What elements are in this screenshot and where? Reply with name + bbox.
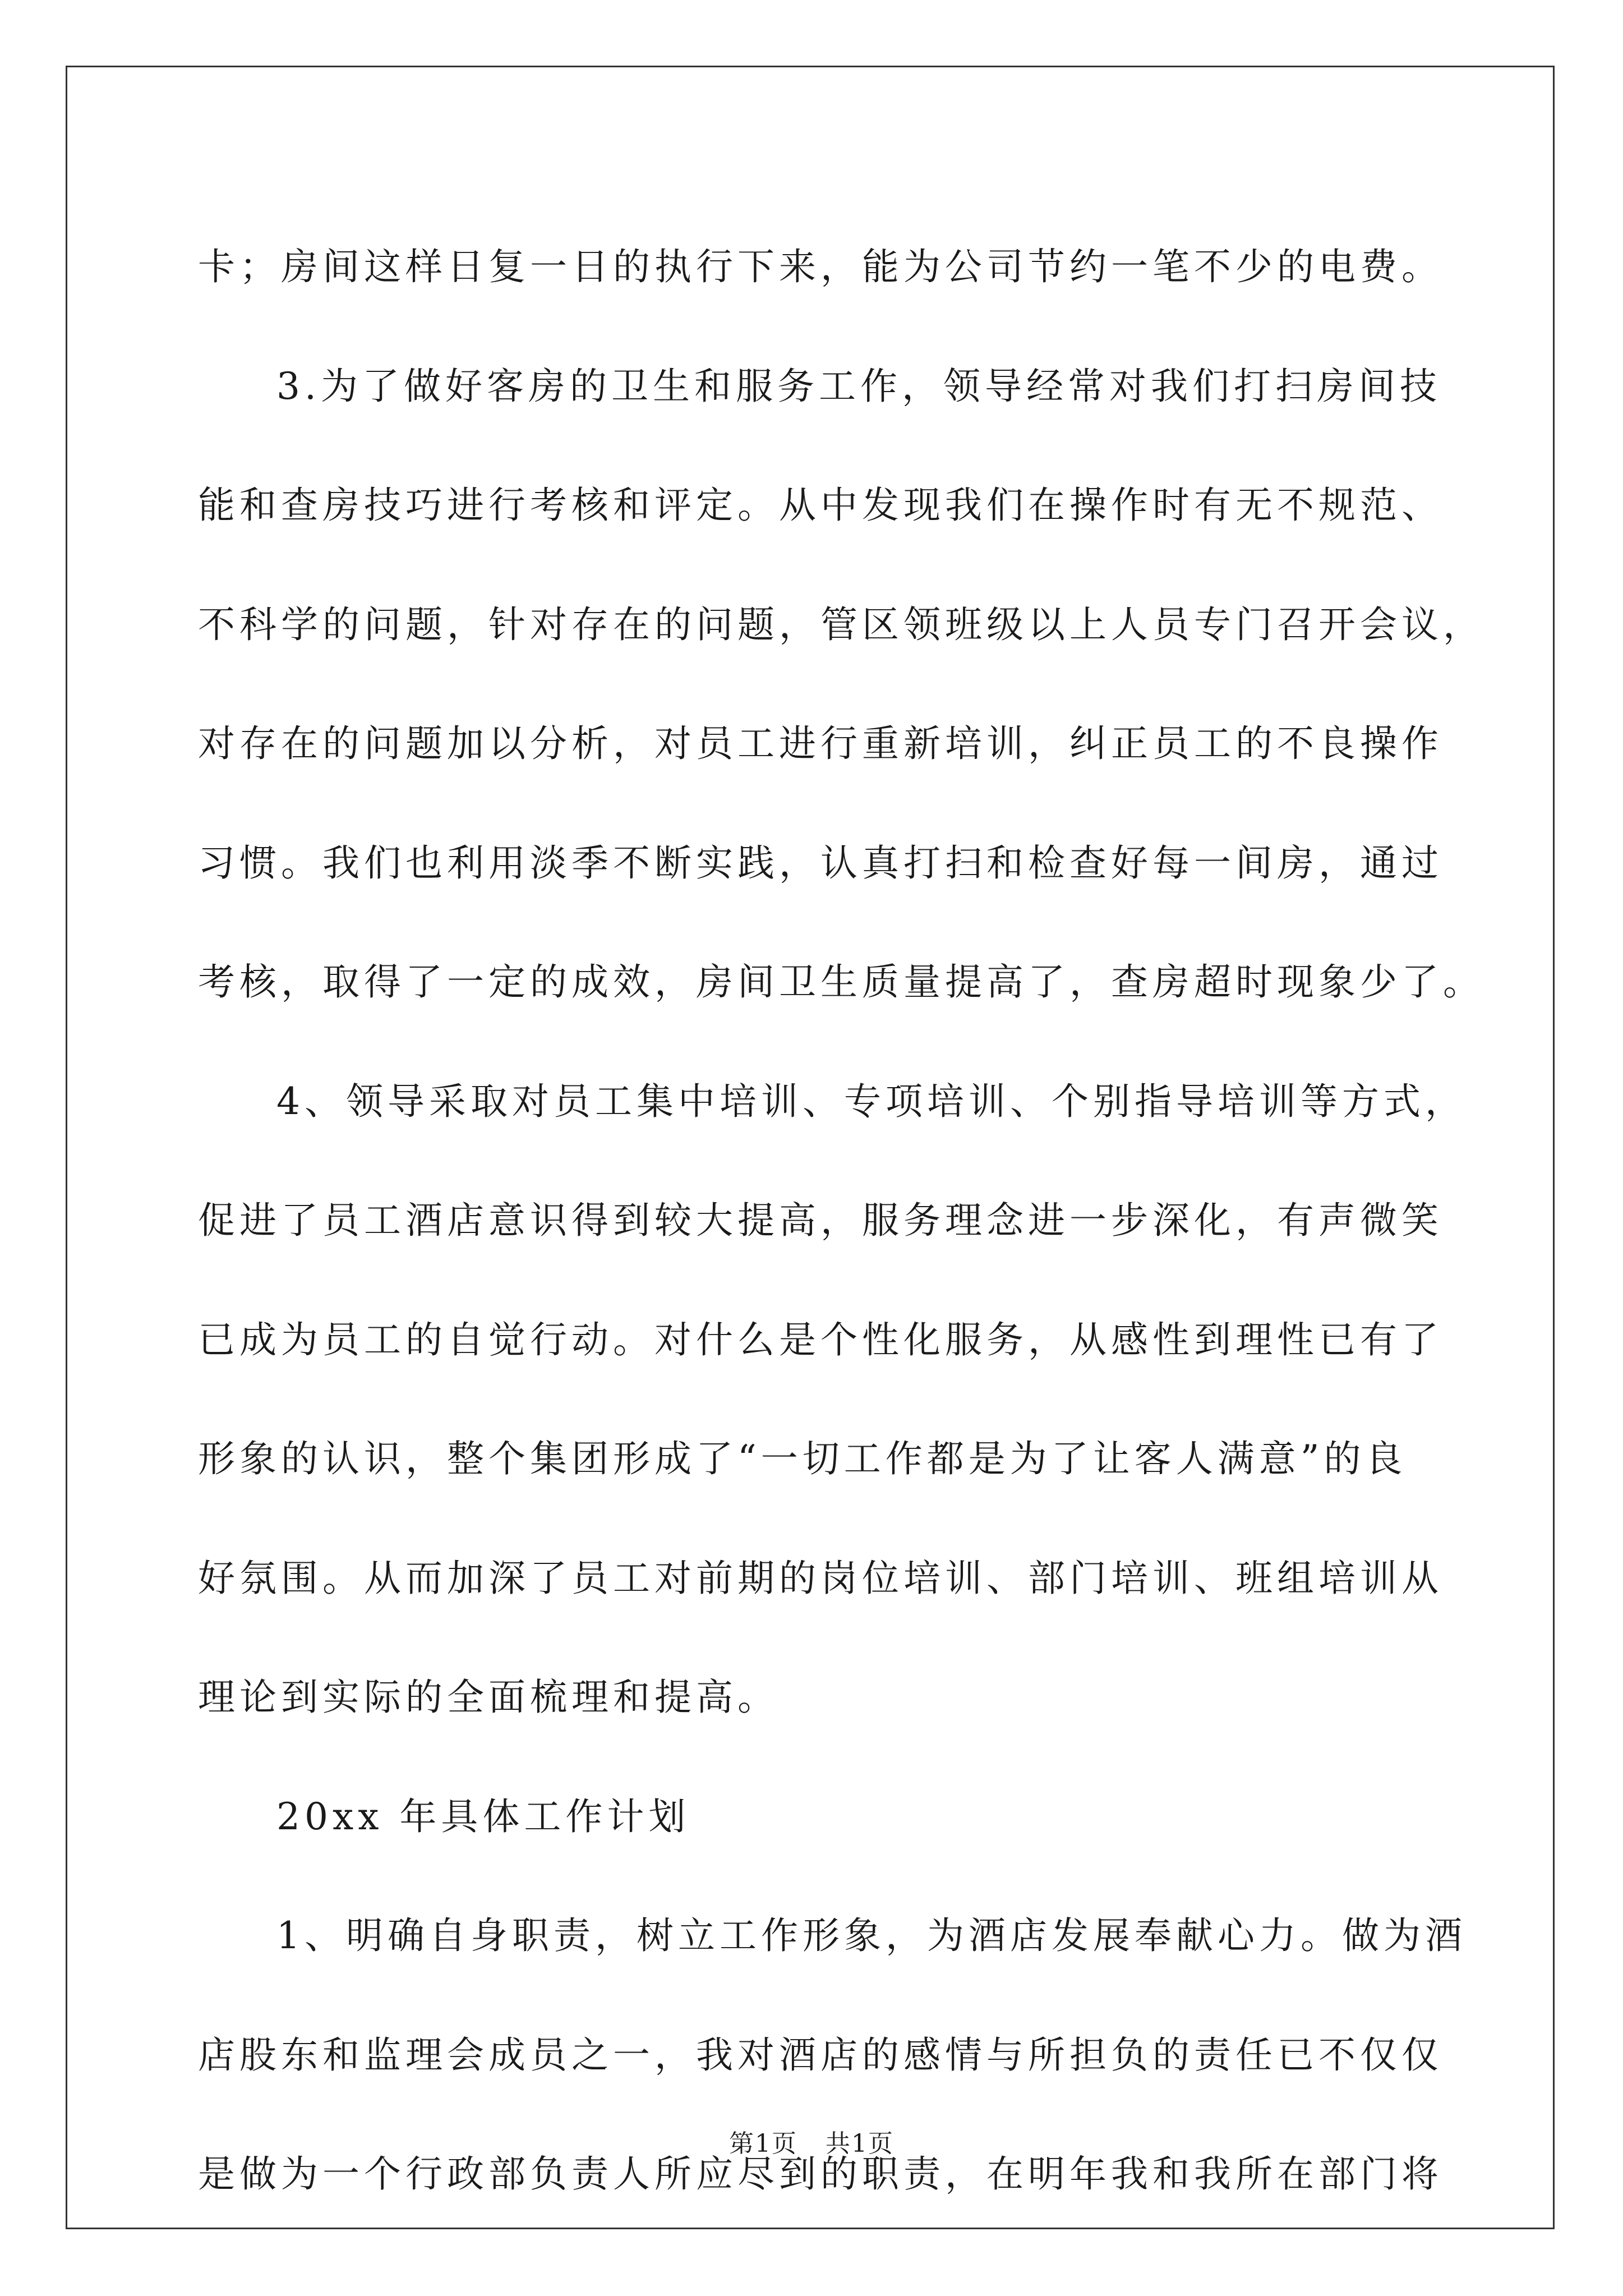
text-line: 能和查房技巧进行考核和评定。从中发现我们在操作时有无不规范、 (198, 484, 1443, 527)
page-number: 第1页 (729, 2129, 797, 2158)
document-body (198, 208, 1484, 2234)
text-line: 店股东和监理会成员之一，我对酒店的感情与所担负的责任已不仅仅 (198, 2033, 1443, 2077)
text-line: 1、明确自身职责，树立工作形象，为酒店发展奉献心力。做为酒 (276, 1914, 1467, 1957)
text-line: 4、领导采取对员工集中培训、专项培训、个别指导培训等方式， (276, 1079, 1467, 1123)
text-line: 不科学的问题，针对存在的问题，管区领班级以上人员专门召开会议， (198, 602, 1484, 646)
text-line: 理论到实际的全面梳理和提高。 (198, 1676, 779, 1719)
text-line: 促进了员工酒店意识得到较大提高，服务理念进一步深化，有声微笑 (198, 1199, 1443, 1242)
text-line: 3.为了做好客房的卫生和服务工作，领导经常对我们打扫房间技 (276, 364, 1441, 408)
text-line: 形象的认识，整个集团形成了“一切工作都是为了让客人满意”的良 (198, 1437, 1407, 1480)
text-line: 习惯。我们也利用淡季不断实践，认真打扫和检查好每一间房，通过 (198, 841, 1443, 885)
text-line: 考核，取得了一定的成效，房间卫生质量提高了，查房超时现象少了。 (198, 960, 1484, 1004)
page-footer (0, 2127, 1623, 2161)
text-line: 是做为一个行政部负责人所应尽到的职责，在明年我和我所在部门将 (198, 2152, 1443, 2196)
section-heading: 20xx 年具体工作计划 (276, 1795, 690, 1838)
text-line: 好氛围。从而加深了员工对前期的岗位培训、部门培训、班组培训从 (198, 1556, 1443, 1600)
page-count: 共1页 (826, 2129, 894, 2158)
text-line: 对存在的问题加以分析，对员工进行重新培训，纠正员工的不良操作 (198, 722, 1443, 765)
text-line: 已成为员工的自觉行动。对什么是个性化服务，从感性到理性已有了 (198, 1318, 1443, 1361)
text-line: 卡；房间这样日复一日的执行下来，能为公司节约一笔不少的电费。 (198, 245, 1443, 288)
